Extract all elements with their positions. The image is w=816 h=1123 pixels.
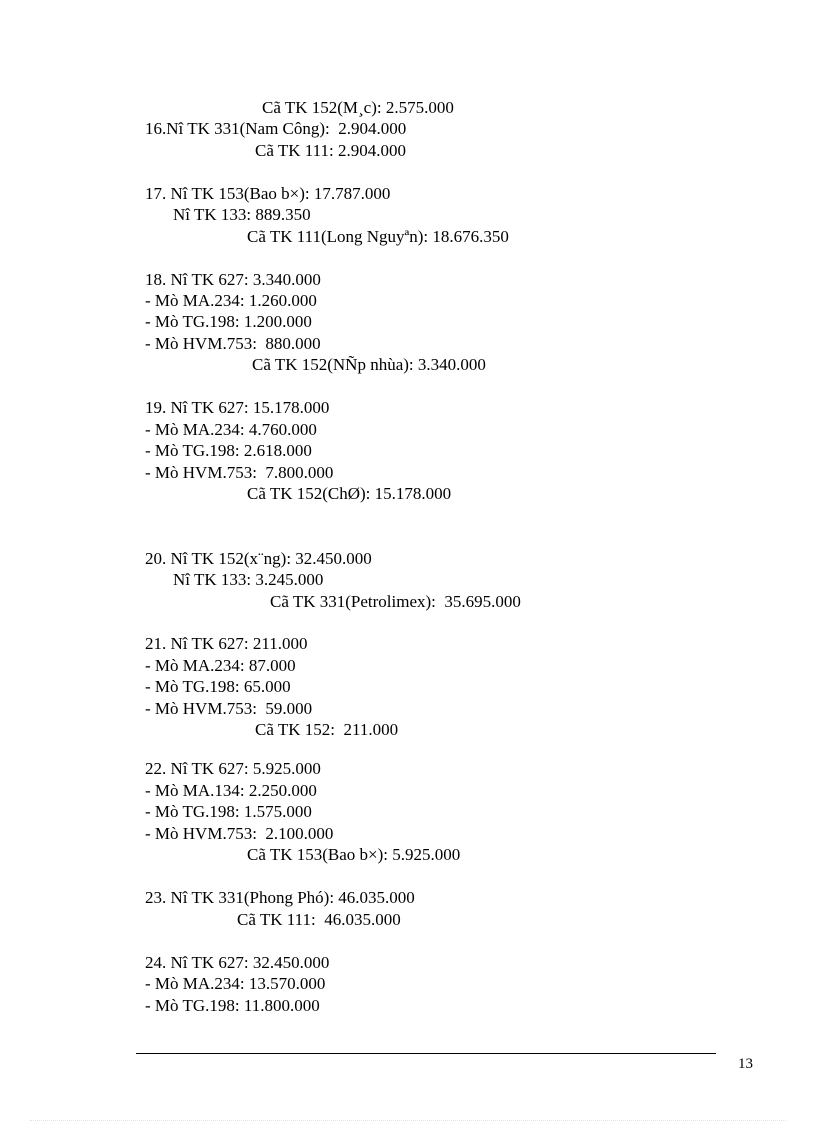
text-line: Cã TK 331(Petrolimex): 35.695.000 [270, 592, 521, 611]
text-line: - Mò TG.198: 11.800.000 [145, 996, 320, 1015]
text-line: - Mò TG.198: 1.575.000 [145, 802, 312, 821]
footer-rule [136, 1053, 716, 1054]
page-number: 13 [738, 1056, 753, 1072]
text-line: - Mò MA.234: 4.760.000 [145, 420, 317, 439]
text-line: Cã TK 152(ChØ): 15.178.000 [247, 484, 452, 503]
text-line: Cã TK 153(Bao b×): 5.925.000 [247, 845, 461, 864]
text-line: 20. Nî TK 152(x¨ng): 32.450.000 [145, 549, 372, 568]
text-line: - Mò MA.234: 87.000 [145, 656, 296, 675]
text-line: Cã TK 111(Long Nguyªn): 18.676.350 [247, 227, 509, 246]
text-line: Cã TK 111: 2.904.000 [255, 141, 406, 160]
text-line: - Mò HVM.753: 880.000 [145, 334, 321, 353]
text-line: 24. Nî TK 627: 32.450.000 [145, 953, 330, 972]
text-line: - Mò HVM.753: 59.000 [145, 699, 313, 718]
text-line: 19. Nî TK 627: 15.178.000 [145, 398, 330, 417]
text-line: - Mò HVM.753: 2.100.000 [145, 824, 334, 843]
text-line: 18. Nî TK 627: 3.340.000 [145, 270, 321, 289]
text-line: 21. Nî TK 627: 211.000 [145, 634, 308, 653]
text-line: Cã TK 152: 211.000 [255, 720, 399, 739]
text-line: 23. Nî TK 331(Phong Phó): 46.035.000 [145, 888, 415, 907]
text-line: - Mò MA.234: 1.260.000 [145, 291, 317, 310]
text-line: - Mò MA.134: 2.250.000 [145, 781, 317, 800]
text-line: 16.Nî TK 331(Nam Công): 2.904.000 [145, 119, 407, 138]
text-line: - Mò HVM.753: 7.800.000 [145, 463, 334, 482]
text-line: Nî TK 133: 3.245.000 [173, 570, 324, 589]
text-line: Cã TK 152(NÑp nhùa): 3.340.000 [252, 355, 486, 374]
text-line: - Mò TG.198: 2.618.000 [145, 441, 312, 460]
page-edge-divider [30, 1120, 786, 1121]
text-line: - Mò MA.234: 13.570.000 [145, 974, 326, 993]
text-line: - Mò TG.198: 65.000 [145, 677, 291, 696]
text-line: 17. Nî TK 153(Bao b×): 17.787.000 [145, 184, 391, 203]
text-line: 22. Nî TK 627: 5.925.000 [145, 759, 321, 778]
text-line: Cã TK 152(M¸c): 2.575.000 [262, 98, 454, 117]
text-line: Cã TK 111: 46.035.000 [237, 910, 401, 929]
text-line: - Mò TG.198: 1.200.000 [145, 312, 312, 331]
text-line: Nî TK 133: 889.350 [173, 205, 311, 224]
